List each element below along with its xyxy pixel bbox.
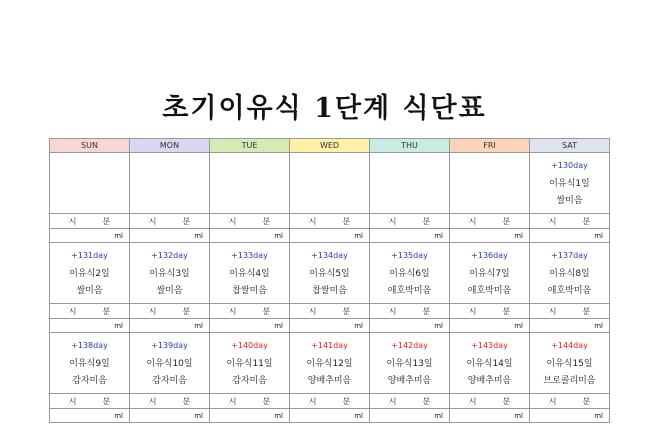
day-cell (130, 243, 210, 304)
hour-label: 시 (228, 396, 237, 406)
menu-name: 쌀미음 (76, 286, 103, 296)
time-entry (290, 305, 369, 318)
hour-label: 시 (68, 306, 77, 316)
minute-label: 분 (502, 306, 511, 316)
week-row (50, 243, 610, 304)
time-cell[interactable] (130, 214, 210, 229)
time-cell[interactable] (530, 394, 610, 409)
ml-cell[interactable]: ml (290, 409, 370, 423)
day-cell (210, 333, 290, 394)
ml-cell[interactable]: ml (210, 229, 290, 243)
day-count: +143day (471, 341, 508, 350)
menu-name: 쌀미음 (156, 286, 183, 296)
menu-name: 애호박미음 (547, 286, 592, 296)
weekday-header-mon: MON (130, 139, 210, 153)
meal-day-label: 이유식7일 (469, 269, 510, 279)
meal-schedule-table (49, 138, 610, 423)
time-entry (450, 215, 529, 228)
menu-name: 양배추미음 (467, 376, 512, 386)
minute-label: 분 (102, 216, 111, 226)
minute-label: 분 (502, 396, 511, 406)
time-entry (370, 215, 449, 228)
minute-label: 분 (342, 396, 351, 406)
day-count: +134day (311, 251, 348, 260)
ml-cell[interactable]: ml (370, 319, 450, 333)
meal-day-label: 이유식1일 (549, 179, 590, 189)
meal-day-label: 이유식12일 (306, 359, 353, 369)
minute-label: 분 (582, 306, 591, 316)
ml-cell[interactable]: ml (50, 319, 130, 333)
menu-name: 쌀미음 (556, 196, 583, 206)
minute-label: 분 (582, 216, 591, 226)
hour-label: 시 (228, 306, 237, 316)
hour-label: 시 (468, 306, 477, 316)
menu-name: 찹쌀미음 (232, 286, 267, 296)
hour-label: 시 (468, 396, 477, 406)
minute-label: 분 (422, 306, 431, 316)
hour-label: 시 (228, 216, 237, 226)
time-entry (50, 305, 129, 318)
minute-label: 분 (102, 396, 111, 406)
time-entry (530, 305, 609, 318)
hour-label: 시 (388, 306, 397, 316)
ml-cell[interactable]: ml (530, 319, 610, 333)
menu-name: 양배추미음 (307, 376, 352, 386)
day-cell (130, 333, 210, 394)
minute-label: 분 (182, 216, 191, 226)
day-cell (130, 153, 210, 214)
ml-cell[interactable]: ml (370, 229, 450, 243)
ml-cell[interactable]: ml (130, 409, 210, 423)
hour-label: 시 (548, 216, 557, 226)
time-row (50, 394, 610, 409)
time-cell[interactable] (210, 394, 290, 409)
ml-cell[interactable]: ml (50, 229, 130, 243)
minute-label: 분 (422, 396, 431, 406)
ml-cell[interactable]: ml (210, 409, 290, 423)
time-cell[interactable] (130, 304, 210, 319)
minute-label: 분 (262, 306, 271, 316)
day-cell (450, 243, 530, 304)
meal-day-label: 이유식10일 (146, 359, 193, 369)
hour-label: 시 (68, 216, 77, 226)
day-cell (290, 243, 370, 304)
time-cell[interactable] (450, 214, 530, 229)
time-entry (50, 395, 129, 408)
time-entry (530, 215, 609, 228)
hour-label: 시 (68, 396, 77, 406)
weekday-header-fri: FRI (450, 139, 530, 153)
ml-cell[interactable]: ml (130, 319, 210, 333)
time-entry (130, 215, 209, 228)
time-cell[interactable] (210, 304, 290, 319)
meal-day-label: 이유식3일 (149, 269, 190, 279)
meal-day-label: 이유식5일 (309, 269, 350, 279)
time-entry (530, 395, 609, 408)
page-title: 초기이유식 1단계 식단표 (162, 93, 487, 124)
time-entry (370, 395, 449, 408)
amount-row (50, 229, 610, 243)
amount-row (50, 319, 610, 333)
minute-label: 분 (182, 306, 191, 316)
time-cell[interactable] (50, 214, 130, 229)
minute-label: 분 (262, 216, 271, 226)
time-entry (50, 215, 129, 228)
day-cell (450, 333, 530, 394)
day-cell (370, 333, 450, 394)
menu-name: 브로콜리미음 (543, 376, 596, 386)
day-cell (530, 153, 610, 214)
hour-label: 시 (148, 396, 157, 406)
time-cell[interactable] (50, 394, 130, 409)
minute-label: 분 (342, 216, 351, 226)
time-cell[interactable] (370, 394, 450, 409)
day-cell (210, 153, 290, 214)
minute-label: 분 (262, 396, 271, 406)
time-entry (210, 215, 289, 228)
ml-cell[interactable]: ml (290, 319, 370, 333)
meal-day-label: 이유식13일 (386, 359, 433, 369)
day-cell (450, 153, 530, 214)
time-cell[interactable] (450, 304, 530, 319)
schedule-body (50, 153, 610, 423)
minute-label: 분 (582, 396, 591, 406)
time-cell[interactable] (370, 214, 450, 229)
day-cell (50, 243, 130, 304)
day-cell (50, 153, 130, 214)
ml-cell[interactable]: ml (370, 409, 450, 423)
hour-label: 시 (308, 216, 317, 226)
ml-cell[interactable]: ml (450, 409, 530, 423)
time-cell[interactable] (210, 214, 290, 229)
ml-cell[interactable]: ml (50, 409, 130, 423)
amount-row (50, 409, 610, 423)
meal-day-label: 이유식11일 (226, 359, 273, 369)
time-cell[interactable] (290, 214, 370, 229)
time-entry (130, 395, 209, 408)
day-cell (530, 333, 610, 394)
weekday-header-wed: WED (290, 139, 370, 153)
time-row (50, 214, 610, 229)
ml-cell[interactable]: ml (210, 319, 290, 333)
time-cell[interactable] (370, 304, 450, 319)
day-cell (370, 243, 450, 304)
time-entry (210, 395, 289, 408)
day-count: +139day (151, 341, 188, 350)
menu-name: 애호박미음 (387, 286, 432, 296)
time-entry (290, 215, 369, 228)
ml-cell[interactable]: ml (130, 229, 210, 243)
weekday-header-tue: TUE (210, 139, 290, 153)
time-cell[interactable] (130, 394, 210, 409)
day-cell (290, 333, 370, 394)
weekday-header-sat: SAT (530, 139, 610, 153)
hour-label: 시 (308, 306, 317, 316)
day-count: +130day (551, 161, 588, 170)
ml-cell[interactable]: ml (290, 229, 370, 243)
day-count: +137day (551, 251, 588, 260)
day-count: +142day (391, 341, 428, 350)
ml-cell[interactable]: ml (530, 229, 610, 243)
day-count: +138day (71, 341, 108, 350)
hour-label: 시 (148, 306, 157, 316)
day-count: +131day (71, 251, 108, 260)
hour-label: 시 (388, 396, 397, 406)
menu-name: 애호박미음 (467, 286, 512, 296)
minute-label: 분 (342, 306, 351, 316)
minute-label: 분 (502, 216, 511, 226)
day-count: +141day (311, 341, 348, 350)
time-cell[interactable] (530, 214, 610, 229)
menu-name: 양배추미음 (387, 376, 432, 386)
time-cell[interactable] (450, 394, 530, 409)
menu-name: 찹쌀미음 (312, 286, 347, 296)
meal-day-label: 이유식6일 (389, 269, 430, 279)
time-cell[interactable] (290, 304, 370, 319)
hour-label: 시 (148, 216, 157, 226)
weekday-header-sun: SUN (50, 139, 130, 153)
meal-day-label: 이유식4일 (229, 269, 270, 279)
time-cell[interactable] (50, 304, 130, 319)
hour-label: 시 (468, 216, 477, 226)
week-row (50, 333, 610, 394)
time-cell[interactable] (290, 394, 370, 409)
meal-day-label: 이유식14일 (466, 359, 513, 369)
day-cell (530, 243, 610, 304)
day-count: +133day (231, 251, 268, 260)
time-entry (450, 305, 529, 318)
hour-label: 시 (308, 396, 317, 406)
ml-cell[interactable]: ml (450, 319, 530, 333)
day-cell (290, 153, 370, 214)
day-cell (210, 243, 290, 304)
weekday-header-thu: THU (370, 139, 450, 153)
time-entry (210, 305, 289, 318)
hour-label: 시 (388, 216, 397, 226)
day-count: +136day (471, 251, 508, 260)
hour-label: 시 (548, 306, 557, 316)
meal-day-label: 이유식2일 (69, 269, 110, 279)
week-row (50, 153, 610, 214)
time-entry (450, 395, 529, 408)
time-entry (290, 395, 369, 408)
time-entry (370, 305, 449, 318)
day-count: +144day (551, 341, 588, 350)
meal-day-label: 이유식9일 (69, 359, 110, 369)
weekday-header-row (50, 139, 610, 153)
day-count: +140day (231, 341, 268, 350)
ml-cell[interactable]: ml (450, 229, 530, 243)
meal-day-label: 이유식15일 (546, 359, 593, 369)
meal-day-label: 이유식8일 (549, 269, 590, 279)
time-row (50, 304, 610, 319)
day-count: +132day (151, 251, 188, 260)
menu-name: 감자미음 (152, 376, 187, 386)
minute-label: 분 (182, 396, 191, 406)
day-count: +135day (391, 251, 428, 260)
hour-label: 시 (548, 396, 557, 406)
minute-label: 분 (102, 306, 111, 316)
time-cell[interactable] (530, 304, 610, 319)
time-entry (130, 305, 209, 318)
ml-cell[interactable]: ml (530, 409, 610, 423)
day-cell (50, 333, 130, 394)
minute-label: 분 (422, 216, 431, 226)
menu-name: 감자미음 (72, 376, 107, 386)
menu-name: 감자미음 (232, 376, 267, 386)
day-cell (370, 153, 450, 214)
